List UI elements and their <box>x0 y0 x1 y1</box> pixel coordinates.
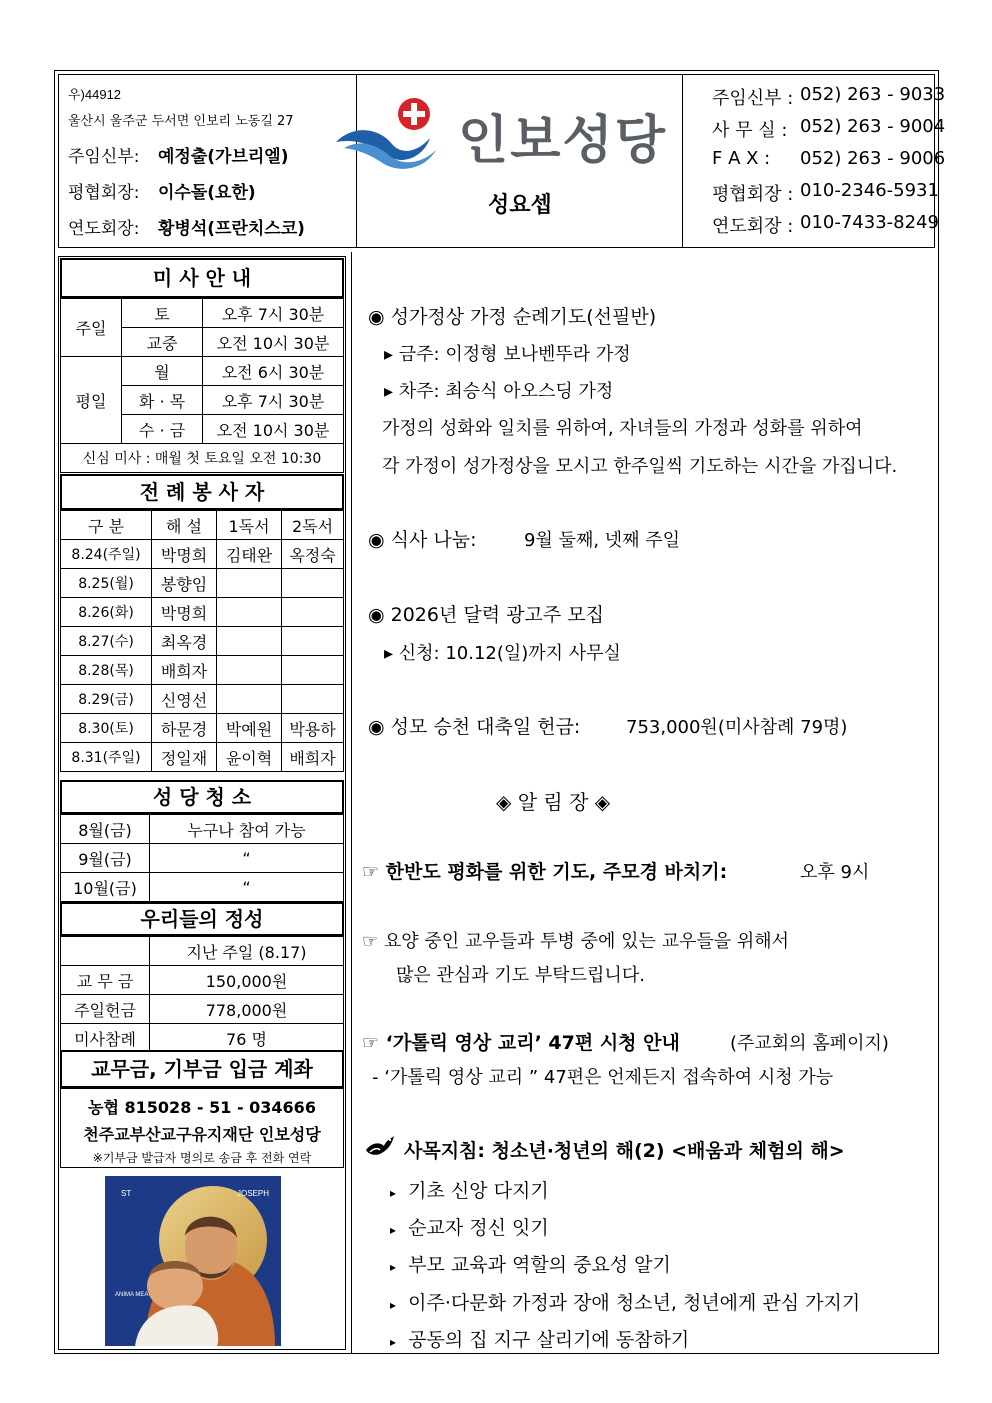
pastor-name: 예정출(가브리엘) <box>158 147 289 167</box>
offering-label: 주일헌금 <box>61 995 150 1024</box>
liturgy-cell: 박예원 <box>217 714 282 743</box>
triangle-icon: ▸ <box>390 1186 397 1200</box>
column-divider <box>351 252 352 1354</box>
mass-day: 토 <box>122 299 203 328</box>
cleaning-note: 누구나 참여 가능 <box>150 815 344 844</box>
liturgy-cell: 옥정숙 <box>282 540 344 569</box>
contact-label-1: 사 무 실 : <box>712 120 788 141</box>
mass-day: 교중 <box>122 328 203 357</box>
liturgy-date: 8.31(주일) <box>61 743 152 772</box>
liturgy-cell: 배희자 <box>282 743 344 772</box>
offering-label: 미사참례 <box>61 1024 150 1053</box>
liturgy-cell <box>282 627 344 656</box>
liturgy-date: 8.29(금) <box>61 685 152 714</box>
subtitle: 성요셉 <box>488 193 552 218</box>
offering-table <box>60 936 344 1053</box>
liturgy-cell: 하문경 <box>152 714 217 743</box>
mass-weekday-label: 평일 <box>61 357 122 444</box>
offering-title: 우리들의 정성 <box>60 902 344 936</box>
pastoral-item <box>390 1250 671 1277</box>
notice-3-title: ◉ 2026년 달력 광고주 모집 <box>368 604 604 626</box>
notice-1-title: ◉ 성가정상 가정 순례기도(선필반) <box>368 306 657 328</box>
mass-time: 오후 7시 30분 <box>203 386 344 415</box>
liturgy-cell: 최옥경 <box>152 627 217 656</box>
liturgy-cell: 봉향임 <box>152 569 217 598</box>
liturgy-cell: 김태완 <box>217 540 282 569</box>
pastoral-item-text: 순교자 정신 잇기 <box>408 1217 549 1239</box>
liturgy-cell <box>282 569 344 598</box>
mass-sunday-label: 주일 <box>61 299 122 357</box>
mass-table <box>60 298 344 473</box>
liturgy-cell: 박명희 <box>152 598 217 627</box>
dove-icon <box>364 1132 396 1160</box>
liturgy-cell: 윤이혁 <box>217 743 282 772</box>
liturgy-cell <box>217 569 282 598</box>
cleaning-note: “ <box>150 873 344 902</box>
notice-2-text: 9월 둘째, 넷째 주일 <box>524 530 681 551</box>
mass-day: 월 <box>122 357 203 386</box>
board-2-line-1: ☞ 요양 중인 교우들과 투병 중에 있는 교우들을 위해서 <box>362 931 790 952</box>
icon-side-text: ANIMA MEA <box>115 1292 149 1298</box>
cross-wave-icon <box>334 94 454 174</box>
account-box <box>60 1088 344 1168</box>
offering-label: 교 무 금 <box>61 966 150 995</box>
offering-value: 150,000원 <box>150 966 344 995</box>
board-3-paren: (주교회의 홈페이지) <box>730 1033 889 1054</box>
board-1-title: ☞ 한반도 평화를 위한 기도, 주모경 바치기: <box>362 861 728 883</box>
liturgy-cell <box>217 627 282 656</box>
header-divider-right <box>682 74 683 248</box>
mass-time: 오전 10시 30분 <box>203 328 344 357</box>
cleaning-table <box>60 814 344 902</box>
contact-label-4: 연도회장 : <box>712 216 794 237</box>
contact-value-1: 052) 263 - 9004 <box>800 116 946 137</box>
pastoral-item <box>390 1176 549 1203</box>
liturgy-table <box>60 510 344 772</box>
pastoral-item-text: 이주·다문화 가정과 장애 청소년, 청년에게 관심 가지기 <box>408 1292 861 1314</box>
liturgy-header: 해 설 <box>152 511 217 540</box>
notice-1-line-1: 가정의 성화와 일치를 위하여, 자녀들의 가정과 성화를 위하여 <box>382 418 863 439</box>
notice-4-title: ◉ 성모 승천 대축일 헌금: <box>368 716 581 738</box>
liturgy-date: 8.25(월) <box>61 569 152 598</box>
board-3-title: ☞ ‘가톨릭 영상 교리’ 47편 시청 안내 <box>362 1032 680 1054</box>
account-title: 교무금, 기부금 입금 계좌 <box>60 1050 344 1088</box>
liturgy-cell: 정일재 <box>152 743 217 772</box>
liturgy-cell <box>217 598 282 627</box>
notice-1-line-2: 각 가정이 성가정상을 모시고 한주일씩 기도하는 시간을 가집니다. <box>382 456 898 477</box>
prayer-name: 황병석(프란치스코) <box>158 219 305 239</box>
triangle-icon: ▸ <box>390 1223 397 1237</box>
offering-value: 778,000원 <box>150 995 344 1024</box>
mass-day: 화 · 목 <box>122 386 203 415</box>
notice-3-bullet-1: ▸ 신청: 10.12(일)까지 사무실 <box>384 643 621 664</box>
church-logo <box>334 94 454 174</box>
pastoral-item <box>390 1288 860 1315</box>
notice-1-bullet-1: ▸ 금주: 이정형 보나벤뚜라 가정 <box>384 344 631 365</box>
liturgy-date: 8.24(주일) <box>61 540 152 569</box>
triangle-icon: ▸ <box>390 1260 397 1274</box>
mass-time: 오후 7시 30분 <box>203 299 344 328</box>
contact-value-4: 010-7433-8249 <box>800 212 939 233</box>
board-2-line-2: 많은 관심과 기도 부탁드립니다. <box>396 965 645 986</box>
council-label: 평협회장: <box>68 183 140 203</box>
liturgy-date: 8.26(화) <box>61 598 152 627</box>
board-title: ◈ 알 림 장 ◈ <box>496 790 611 814</box>
liturgy-date: 8.27(수) <box>61 627 152 656</box>
pastoral-item-text: 기초 신앙 다지기 <box>408 1180 549 1202</box>
contact-label-0: 주임신부 : <box>712 88 794 109</box>
prayer-label: 연도회장: <box>68 219 140 239</box>
offering-value: 76 명 <box>150 1024 344 1053</box>
liturgy-cell: 박명희 <box>152 540 217 569</box>
contact-value-2: 052) 263 - 9006 <box>800 148 946 169</box>
liturgy-header: 구 분 <box>61 511 152 540</box>
liturgy-date: 8.30(토) <box>61 714 152 743</box>
cleaning-month: 10월(금) <box>61 873 150 902</box>
icon-label-left: ST <box>121 1189 132 1198</box>
council-name: 이수돌(요한) <box>158 183 256 203</box>
pastoral-item <box>390 1325 689 1352</box>
triangle-icon: ▸ <box>390 1335 397 1349</box>
liturgy-date: 8.28(목) <box>61 656 152 685</box>
postal-code: 우)44912 <box>68 87 122 102</box>
pastoral-item-text: 부모 교육과 역할의 중요성 알기 <box>408 1254 671 1276</box>
liturgy-cell: 배희자 <box>152 656 217 685</box>
liturgy-cell <box>282 598 344 627</box>
liturgy-header: 2독서 <box>282 511 344 540</box>
account-holder: 천주교부산교구유지재단 인보성당 <box>83 1125 321 1144</box>
offering-period: 지난 주일 (8.17) <box>150 937 344 966</box>
mass-time: 오전 6시 30분 <box>203 357 344 386</box>
account-number: 농협 815028 - 51 - 034666 <box>88 1098 316 1117</box>
liturgy-header: 1독서 <box>217 511 282 540</box>
saint-joseph-icon <box>105 1176 281 1346</box>
mass-note: 신심 미사 : 매월 첫 토요일 오전 10:30 <box>61 444 344 473</box>
contact-label-2: F A X : <box>712 148 771 169</box>
notice-1-bullet-2: ▸ 차주: 최승식 아오스딩 가정 <box>384 381 614 402</box>
liturgy-cell: 박용하 <box>282 714 344 743</box>
offering-blank <box>61 937 150 966</box>
pastoral-title: 사목지침: 청소년·청년의 해(2) <배움과 체험의 해> <box>404 1140 845 1162</box>
account-note: ※기부금 발급자 명의로 송금 후 전화 연락 <box>92 1151 312 1165</box>
church-name: 인보성당 <box>458 111 667 171</box>
cleaning-note: “ <box>150 844 344 873</box>
board-3-line-2: - ‘가톨릭 영상 교리 ” 47편은 언제든지 접속하여 시청 가능 <box>372 1067 834 1088</box>
liturgy-cell: 신영선 <box>152 685 217 714</box>
pastoral-item <box>390 1213 549 1240</box>
liturgy-cell <box>282 656 344 685</box>
notice-4-text: 753,000원(미사참례 79명) <box>626 717 848 738</box>
pastoral-item-text: 공동의 집 지구 살리기에 동참하기 <box>408 1329 690 1351</box>
saint-joseph-image <box>105 1176 281 1346</box>
contact-value-0: 052) 263 - 9033 <box>800 84 946 105</box>
board-1-text: 오후 9시 <box>800 862 870 883</box>
liturgy-cell <box>282 685 344 714</box>
liturgy-cell <box>217 685 282 714</box>
pastor-label: 주임신부: <box>68 147 140 167</box>
cleaning-month: 9월(금) <box>61 844 150 873</box>
mass-day: 수 · 금 <box>122 415 203 444</box>
icon-label-right: JOSEPH <box>237 1189 270 1198</box>
cleaning-month: 8월(금) <box>61 815 150 844</box>
liturgy-title: 전 례 봉 사 자 <box>60 474 344 510</box>
liturgy-cell <box>217 656 282 685</box>
triangle-icon: ▸ <box>390 1298 397 1312</box>
mass-title: 미 사 안 내 <box>60 258 344 298</box>
contact-label-3: 평협회장 : <box>712 184 794 205</box>
mass-time: 오전 10시 30분 <box>203 415 344 444</box>
contact-value-3: 010-2346-5931 <box>800 180 939 201</box>
address: 울산시 울주군 두서면 인보리 노동길 27 <box>68 114 294 129</box>
cleaning-title: 성 당 청 소 <box>60 780 344 814</box>
notice-2-title: ◉ 식사 나눔: <box>368 529 477 551</box>
